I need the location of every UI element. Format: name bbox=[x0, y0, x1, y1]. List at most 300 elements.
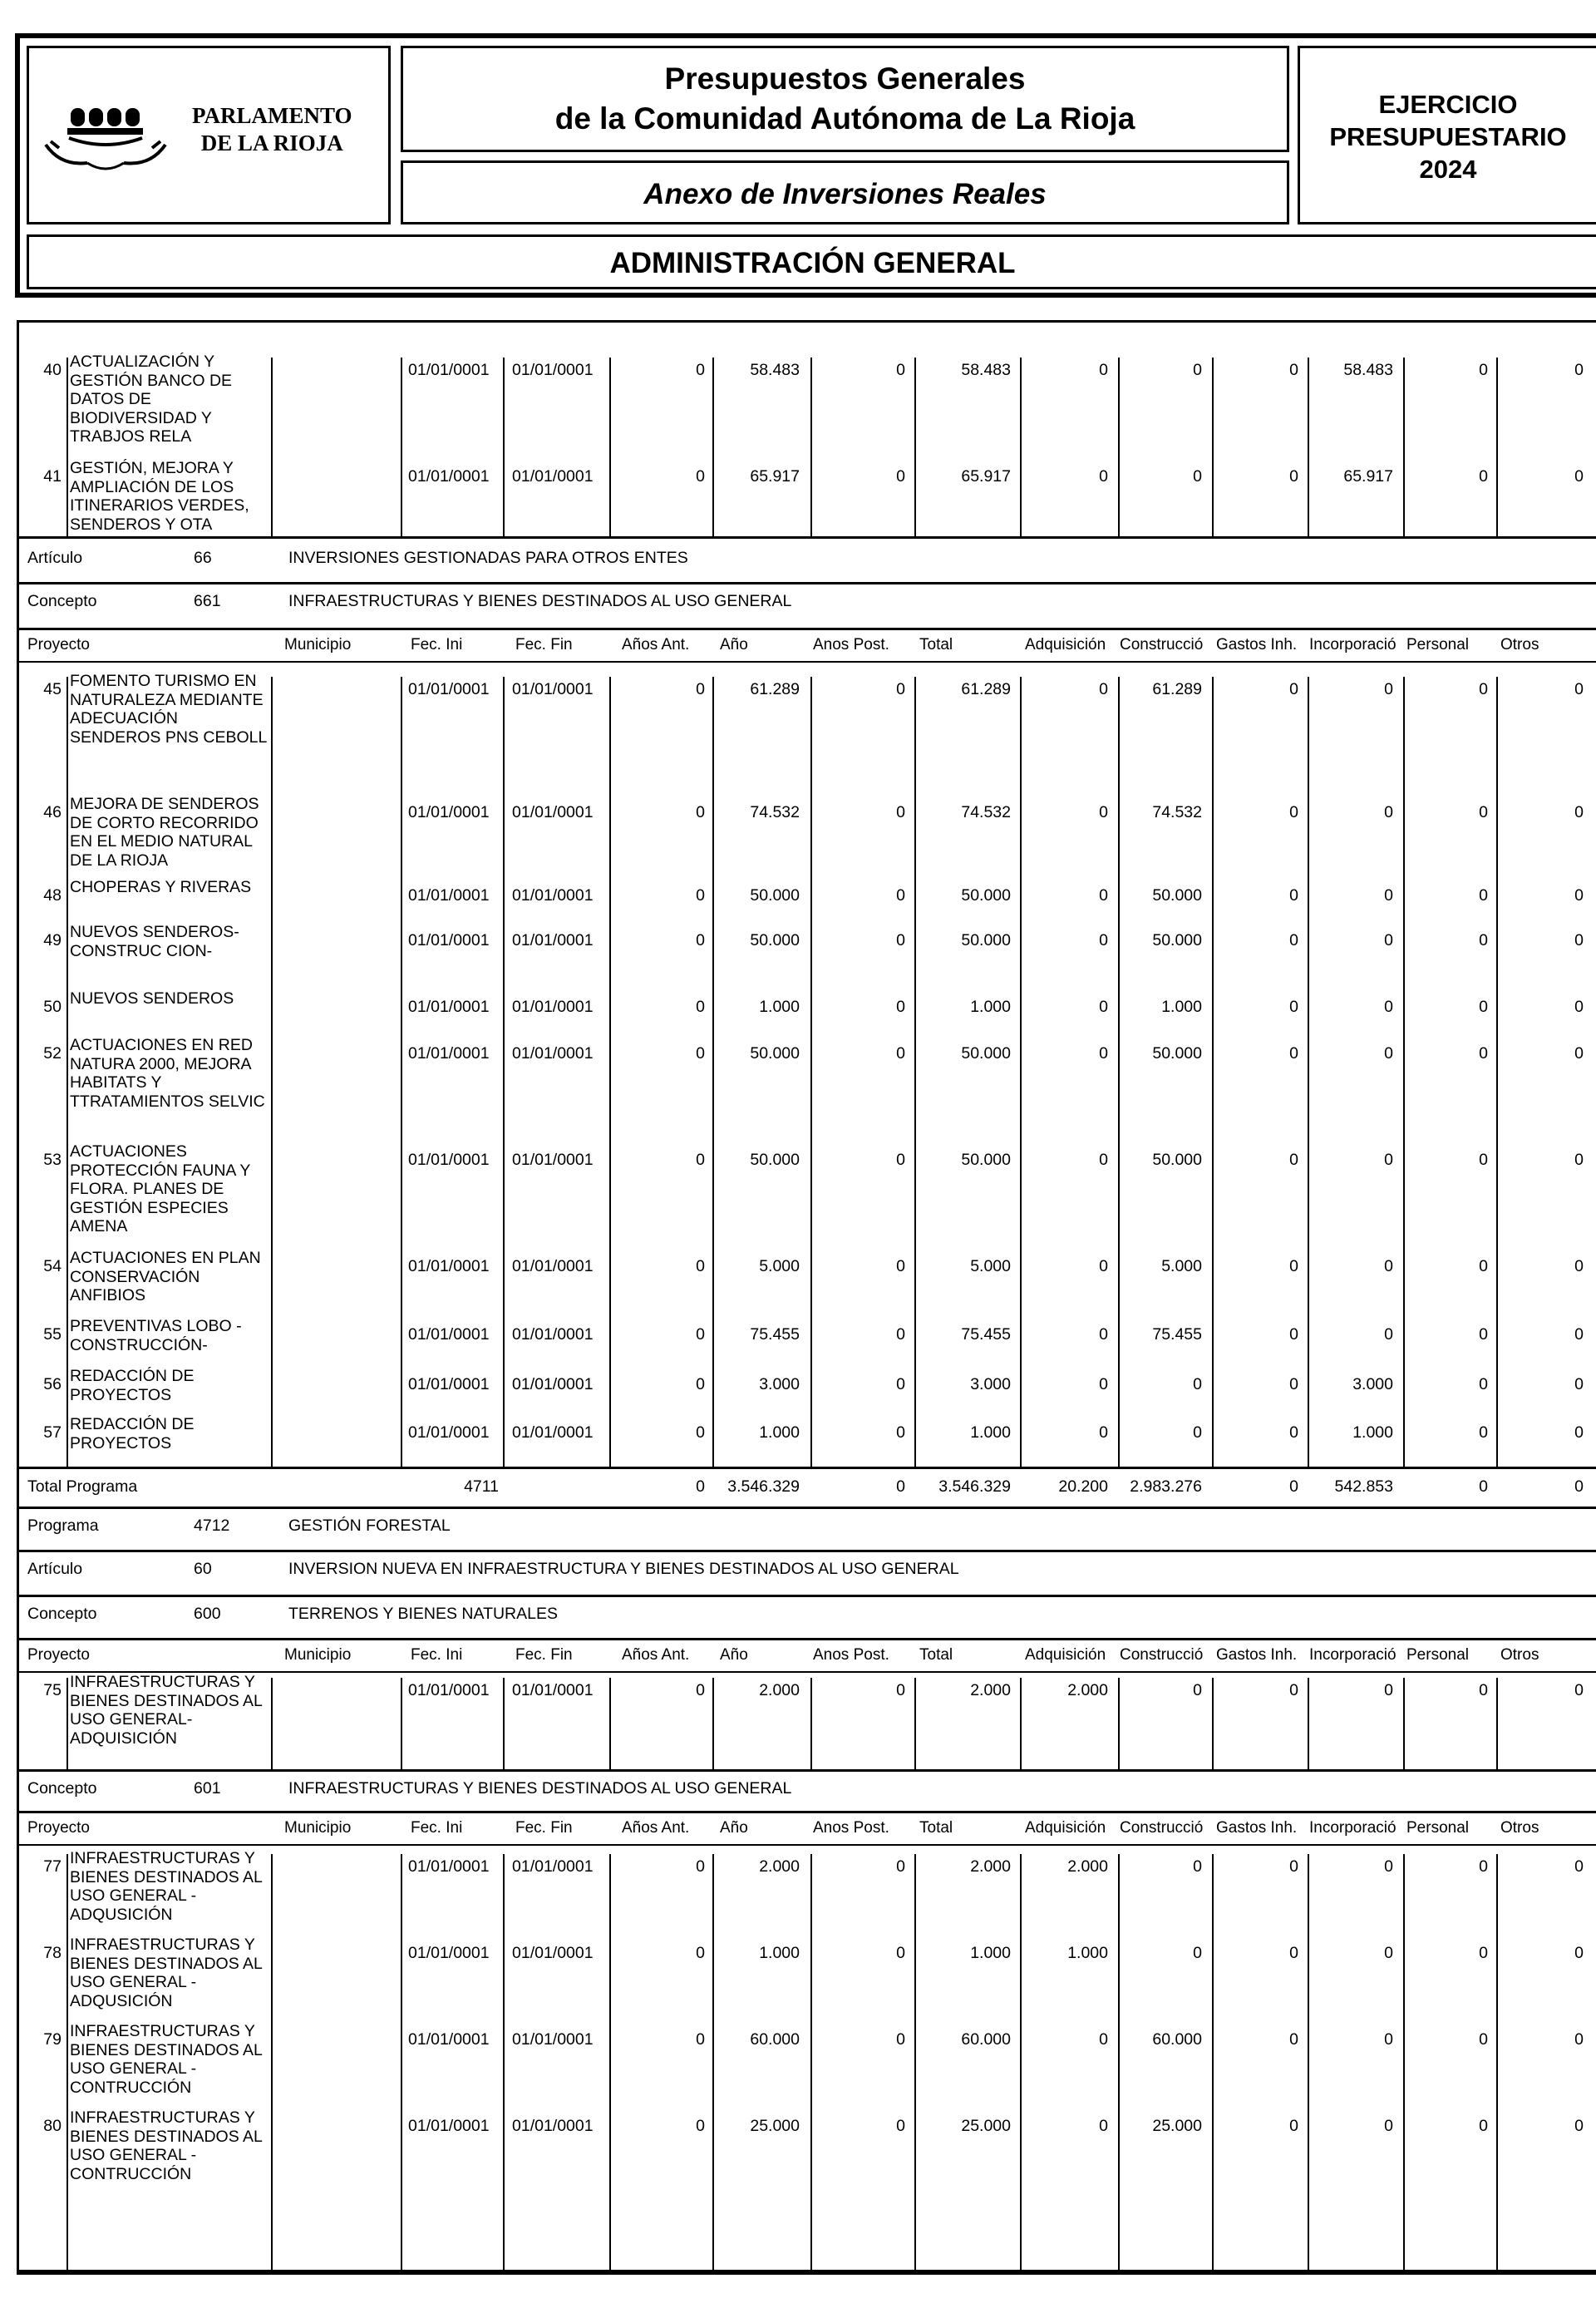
amount-cell: 0 bbox=[1479, 2117, 1488, 2135]
amount-cell: 58.483 bbox=[1343, 361, 1393, 379]
concepto-bottom-line bbox=[17, 628, 1596, 630]
amount-cell: 0 bbox=[1384, 886, 1393, 905]
amount-cell: 0 bbox=[1193, 361, 1202, 379]
column-header: Año bbox=[720, 636, 748, 653]
title-box bbox=[401, 46, 1289, 152]
start-date: 01/01/0001 bbox=[408, 1257, 490, 1275]
amount-cell: 5.000 bbox=[759, 1257, 800, 1275]
project-description: INFRAESTRUCTURAS Y BIENES DESTINADOS AL USO GENERAL - CONTRUCCIÓN bbox=[70, 2022, 263, 2097]
column-divider bbox=[1496, 1854, 1498, 2272]
column-header: Fec. Fin bbox=[515, 636, 573, 653]
amount-cell: 0 bbox=[696, 361, 705, 379]
amount-cell: 0 bbox=[1384, 931, 1393, 949]
end-date: 01/01/0001 bbox=[512, 1423, 594, 1442]
amount-cell: 0 bbox=[1574, 1681, 1584, 1699]
end-date: 01/01/0001 bbox=[512, 1857, 594, 1876]
amount-cell: 0 bbox=[1384, 1325, 1393, 1344]
rows-bottom-line bbox=[17, 1467, 1596, 1469]
amount-cell: 0 bbox=[696, 1944, 705, 1962]
amount-cell: 0 bbox=[1479, 998, 1488, 1016]
amount-cell: 0 bbox=[1289, 1044, 1298, 1063]
concepto-label: Concepto bbox=[27, 592, 97, 610]
column-header: Personal bbox=[1406, 1819, 1469, 1837]
column-divider bbox=[271, 1854, 273, 2272]
start-date: 01/01/0001 bbox=[408, 680, 490, 698]
concepto-label: Concepto bbox=[27, 1779, 97, 1798]
articulo-name: INVERSIONES GESTIONADAS PARA OTROS ENTES bbox=[288, 549, 688, 567]
amount-cell: 0 bbox=[1099, 1423, 1108, 1442]
articulo-name: INVERSION NUEVA EN INFRAESTRUCTURA Y BIENES DESTINADOS AL USO GENERAL bbox=[288, 1560, 959, 1578]
programa-label: Programa bbox=[27, 1516, 99, 1535]
amount-cell: 0 bbox=[1574, 2030, 1584, 2049]
project-description: ACTUACIONES EN PLAN CONSERVACIÓN ANFIBIOS bbox=[70, 1249, 261, 1305]
total-amount: 2.983.276 bbox=[1130, 1477, 1202, 1496]
amount-cell: 0 bbox=[1099, 361, 1108, 379]
column-header: Gastos Inh. bbox=[1216, 1646, 1298, 1664]
project-description: MEJORA DE SENDEROS DE CORTO RECORRIDO EN EL MEDIO NATURAL DE LA RIOJA bbox=[70, 795, 259, 870]
amount-cell: 0 bbox=[696, 1423, 705, 1442]
amount-cell: 0 bbox=[896, 1857, 905, 1876]
column-header: Fec. Fin bbox=[515, 1646, 573, 1664]
total-bottom-line bbox=[17, 1507, 1596, 1509]
start-date: 01/01/0001 bbox=[408, 2030, 490, 2049]
amount-cell: 0 bbox=[1099, 1044, 1108, 1063]
section-box bbox=[27, 234, 1596, 289]
articulo-code: 66 bbox=[194, 549, 212, 567]
amount-cell: 25.000 bbox=[1152, 2117, 1202, 2135]
amount-cell: 50.000 bbox=[750, 931, 800, 949]
section-title: ADMINISTRACIÓN GENERAL bbox=[609, 247, 1016, 279]
amount-cell: 0 bbox=[1289, 680, 1298, 698]
amount-cell: 0 bbox=[896, 1375, 905, 1393]
amount-cell: 0 bbox=[1099, 1257, 1108, 1275]
project-description: REDACCIÓN DE PROYECTOS bbox=[70, 1367, 195, 1404]
amount-cell: 2.000 bbox=[759, 1681, 800, 1699]
column-divider bbox=[1308, 677, 1309, 1467]
column-header: Anos Post. bbox=[813, 1819, 889, 1837]
amount-cell: 3.000 bbox=[970, 1375, 1011, 1393]
column-header: Adquisición bbox=[1025, 636, 1106, 653]
end-date: 01/01/0001 bbox=[512, 1044, 594, 1063]
column-header: Anos Post. bbox=[813, 636, 889, 653]
end-date: 01/01/0001 bbox=[512, 2117, 594, 2135]
total-program-code: 4711 bbox=[464, 1477, 499, 1496]
amount-cell: 0 bbox=[696, 1151, 705, 1169]
amount-cell: 0 bbox=[1574, 1423, 1584, 1442]
row-number: 48 bbox=[43, 886, 62, 905]
amount-cell: 0 bbox=[1574, 803, 1584, 821]
articulo-bottom-line bbox=[17, 582, 1596, 584]
amount-cell: 0 bbox=[1574, 1857, 1584, 1876]
column-header: Proyecto bbox=[27, 1819, 90, 1837]
column-divider bbox=[271, 358, 273, 536]
amount-cell: 0 bbox=[1574, 680, 1584, 698]
year-line-1: EJERCICIO bbox=[1378, 90, 1518, 119]
project-description: ACTUACIONES PROTECCIÓN FAUNA Y FLORA. PLANES DE GESTIÓN ESPECIES AMENA bbox=[70, 1142, 251, 1236]
amount-cell: 0 bbox=[896, 886, 905, 905]
amount-cell: 0 bbox=[1099, 2030, 1108, 2049]
column-divider bbox=[1308, 1854, 1309, 2272]
row-number: 41 bbox=[43, 467, 62, 486]
column-divider bbox=[1020, 677, 1022, 1467]
column-divider bbox=[1403, 1854, 1405, 2272]
amount-cell: 50.000 bbox=[961, 886, 1011, 905]
amount-cell: 58.483 bbox=[961, 361, 1011, 379]
amount-cell: 75.455 bbox=[961, 1325, 1011, 1344]
column-divider bbox=[1212, 1854, 1214, 2272]
column-header: Proyecto bbox=[27, 1646, 90, 1664]
column-divider bbox=[914, 677, 916, 1467]
amount-cell: 74.532 bbox=[750, 803, 800, 821]
amount-cell: 0 bbox=[696, 886, 705, 905]
column-divider bbox=[1403, 358, 1405, 536]
end-date: 01/01/0001 bbox=[512, 998, 594, 1016]
column-divider bbox=[503, 1678, 505, 1769]
amount-cell: 50.000 bbox=[750, 1151, 800, 1169]
amount-cell: 0 bbox=[1479, 803, 1488, 821]
amount-cell: 0 bbox=[896, 467, 905, 486]
end-date: 01/01/0001 bbox=[512, 886, 594, 905]
amount-cell: 0 bbox=[896, 1423, 905, 1442]
start-date: 01/01/0001 bbox=[408, 1944, 490, 1962]
column-header: Construcció bbox=[1120, 1819, 1204, 1837]
year-box bbox=[1298, 46, 1596, 224]
amount-cell: 0 bbox=[696, 1375, 705, 1393]
amount-cell: 3.000 bbox=[759, 1375, 800, 1393]
end-date: 01/01/0001 bbox=[512, 1375, 594, 1393]
column-divider bbox=[1118, 1854, 1120, 2272]
start-date: 01/01/0001 bbox=[408, 1857, 490, 1876]
amount-cell: 0 bbox=[1099, 1151, 1108, 1169]
amount-cell: 65.917 bbox=[750, 467, 800, 486]
amount-cell: 0 bbox=[1384, 803, 1393, 821]
row-number: 45 bbox=[43, 680, 62, 698]
row-number: 75 bbox=[43, 1681, 62, 1699]
concepto-code: 661 bbox=[194, 592, 221, 610]
amount-cell: 1.000 bbox=[1067, 1944, 1108, 1962]
amount-cell: 1.000 bbox=[1161, 998, 1202, 1016]
amount-cell: 0 bbox=[1479, 886, 1488, 905]
end-date: 01/01/0001 bbox=[512, 680, 594, 698]
row-number: 53 bbox=[43, 1151, 62, 1169]
row-number: 52 bbox=[43, 1044, 62, 1063]
amount-cell: 1.000 bbox=[970, 1944, 1011, 1962]
amount-cell: 0 bbox=[696, 1044, 705, 1063]
amount-cell: 0 bbox=[1574, 1375, 1584, 1393]
column-divider bbox=[914, 358, 916, 536]
end-date: 01/01/0001 bbox=[512, 1944, 594, 1962]
column-header: Construcció bbox=[1120, 636, 1204, 653]
end-date: 01/01/0001 bbox=[512, 1681, 594, 1699]
column-divider bbox=[1020, 358, 1022, 536]
concepto-name: INFRAESTRUCTURAS Y BIENES DESTINADOS AL USO GENERAL bbox=[288, 592, 792, 610]
column-header: Total bbox=[919, 1819, 953, 1837]
articulo-label: Artículo bbox=[27, 549, 83, 567]
rows-bottom-line bbox=[17, 1769, 1596, 1772]
amount-cell: 0 bbox=[1289, 1857, 1298, 1876]
end-date: 01/01/0001 bbox=[512, 803, 594, 821]
project-description: GESTIÓN, MEJORA Y AMPLIACIÓN DE LOS ITINERARIOS VERDES, SENDEROS Y OTA bbox=[70, 459, 249, 534]
column-divider bbox=[271, 1678, 273, 1769]
column-header: Anos Post. bbox=[813, 1646, 889, 1664]
amount-cell: 0 bbox=[896, 1944, 905, 1962]
row-number: 49 bbox=[43, 931, 62, 949]
amount-cell: 60.000 bbox=[961, 2030, 1011, 2049]
parliament-logo-icon bbox=[36, 83, 194, 183]
column-divider bbox=[503, 358, 505, 536]
year-line-3: 2024 bbox=[1419, 155, 1477, 184]
column-divider bbox=[1496, 677, 1498, 1467]
row-number: 40 bbox=[43, 361, 62, 379]
total-amount: 0 bbox=[1289, 1477, 1298, 1496]
amount-cell: 0 bbox=[1479, 1857, 1488, 1876]
amount-cell: 0 bbox=[1479, 2030, 1488, 2049]
amount-cell: 0 bbox=[1574, 886, 1584, 905]
column-header: Fec. Fin bbox=[515, 1819, 573, 1837]
project-description: INFRAESTRUCTURAS Y BIENES DESTINADOS AL USO GENERAL - ADQUSICIÓN bbox=[70, 1936, 263, 2010]
amount-cell: 0 bbox=[896, 1151, 905, 1169]
amount-cell: 0 bbox=[1384, 1044, 1393, 1063]
column-header: Municipio bbox=[284, 1819, 352, 1837]
amount-cell: 0 bbox=[1099, 1325, 1108, 1344]
amount-cell: 50.000 bbox=[1152, 1044, 1202, 1063]
project-description: INFRAESTRUCTURAS Y BIENES DESTINADOS AL USO GENERAL - CONTRUCCIÓN bbox=[70, 2108, 263, 2183]
rows-bottom-line bbox=[17, 2272, 1596, 2275]
amount-cell: 0 bbox=[896, 931, 905, 949]
articulo-bottom-line bbox=[17, 1595, 1596, 1597]
amount-cell: 5.000 bbox=[1161, 1257, 1202, 1275]
year-line-2: PRESUPUESTARIO bbox=[1329, 122, 1567, 151]
amount-cell: 0 bbox=[1099, 680, 1108, 698]
amount-cell: 0 bbox=[1099, 998, 1108, 1016]
start-date: 01/01/0001 bbox=[408, 1151, 490, 1169]
column-header: Municipio bbox=[284, 636, 352, 653]
concepto-label: Concepto bbox=[27, 1605, 97, 1623]
column-header: Fec. Ini bbox=[411, 1819, 463, 1837]
amount-cell: 0 bbox=[1289, 803, 1298, 821]
programa-name: GESTIÓN FORESTAL bbox=[288, 1516, 451, 1535]
column-divider bbox=[712, 677, 714, 1467]
column-header: Adquisición bbox=[1025, 1819, 1106, 1837]
amount-cell: 50.000 bbox=[961, 1151, 1011, 1169]
amount-cell: 1.000 bbox=[759, 1423, 800, 1442]
amount-cell: 65.917 bbox=[961, 467, 1011, 486]
start-date: 01/01/0001 bbox=[408, 361, 490, 379]
project-description: REDACCIÓN DE PROYECTOS bbox=[70, 1415, 195, 1452]
end-date: 01/01/0001 bbox=[512, 1325, 594, 1344]
start-date: 01/01/0001 bbox=[408, 1681, 490, 1699]
column-header: Incorporació bbox=[1309, 1819, 1396, 1837]
amount-cell: 58.483 bbox=[750, 361, 800, 379]
amount-cell: 2.000 bbox=[759, 1857, 800, 1876]
start-date: 01/01/0001 bbox=[408, 998, 490, 1016]
column-divider bbox=[609, 358, 611, 536]
column-header: Incorporació bbox=[1309, 1646, 1396, 1664]
amount-cell: 0 bbox=[1193, 1857, 1202, 1876]
amount-cell: 0 bbox=[896, 361, 905, 379]
row-number: 54 bbox=[43, 1257, 62, 1275]
end-date: 01/01/0001 bbox=[512, 1151, 594, 1169]
concepto-name: INFRAESTRUCTURAS Y BIENES DESTINADOS AL USO GENERAL bbox=[288, 1779, 792, 1798]
column-divider bbox=[401, 358, 402, 536]
amount-cell: 0 bbox=[1193, 467, 1202, 486]
amount-cell: 0 bbox=[1099, 886, 1108, 905]
amount-cell: 0 bbox=[896, 1044, 905, 1063]
column-header: Año bbox=[720, 1819, 748, 1837]
title-line-2: de la Comunidad Autónoma de La Rioja bbox=[554, 101, 1135, 136]
column-divider bbox=[712, 358, 714, 536]
amount-cell: 0 bbox=[1099, 931, 1108, 949]
total-amount: 0 bbox=[896, 1477, 905, 1496]
start-date: 01/01/0001 bbox=[408, 886, 490, 905]
row-number: 46 bbox=[43, 803, 62, 821]
annex-box bbox=[401, 160, 1289, 224]
amount-cell: 0 bbox=[1384, 998, 1393, 1016]
amount-cell: 25.000 bbox=[750, 2117, 800, 2135]
programa-code: 4712 bbox=[194, 1516, 230, 1535]
column-divider bbox=[1212, 677, 1214, 1467]
amount-cell: 1.000 bbox=[759, 1944, 800, 1962]
annex-title: Anexo de Inversiones Reales bbox=[643, 178, 1047, 210]
column-divider bbox=[401, 1854, 402, 2272]
amount-cell: 0 bbox=[1099, 803, 1108, 821]
amount-cell: 0 bbox=[1193, 1375, 1202, 1393]
amount-cell: 0 bbox=[1479, 1257, 1488, 1275]
amount-cell: 0 bbox=[1289, 886, 1298, 905]
amount-cell: 0 bbox=[1479, 1044, 1488, 1063]
row-number: 50 bbox=[43, 998, 62, 1016]
amount-cell: 0 bbox=[1574, 1325, 1584, 1344]
concepto-code: 600 bbox=[194, 1605, 221, 1623]
total-amount: 542.853 bbox=[1334, 1477, 1393, 1496]
amount-cell: 0 bbox=[1479, 1423, 1488, 1442]
column-divider bbox=[401, 677, 402, 1467]
amount-cell: 0 bbox=[1289, 1151, 1298, 1169]
column-header: Personal bbox=[1406, 1646, 1469, 1664]
column-header: Otros bbox=[1500, 1646, 1539, 1664]
amount-cell: 0 bbox=[1479, 931, 1488, 949]
amount-cell: 61.289 bbox=[961, 680, 1011, 698]
amount-cell: 0 bbox=[696, 2030, 705, 2049]
amount-cell: 0 bbox=[896, 2117, 905, 2135]
start-date: 01/01/0001 bbox=[408, 931, 490, 949]
column-divider bbox=[503, 1854, 505, 2272]
amount-cell: 0 bbox=[1384, 2117, 1393, 2135]
total-amount: 3.546.329 bbox=[938, 1477, 1011, 1496]
column-header: Total bbox=[919, 1646, 953, 1664]
amount-cell: 0 bbox=[1289, 1681, 1298, 1699]
column-divider bbox=[810, 1854, 812, 2272]
amount-cell: 0 bbox=[1479, 1325, 1488, 1344]
column-header: Otros bbox=[1500, 1819, 1539, 1837]
amount-cell: 75.455 bbox=[1152, 1325, 1202, 1344]
row-number: 56 bbox=[43, 1375, 62, 1393]
amount-cell: 50.000 bbox=[1152, 886, 1202, 905]
start-date: 01/01/0001 bbox=[408, 467, 490, 486]
project-description: ACTUACIONES EN RED NATURA 2000, MEJORA HABITATS Y TTRATAMIENTOS SELVIC bbox=[70, 1036, 265, 1111]
amount-cell: 0 bbox=[1384, 2030, 1393, 2049]
amount-cell: 0 bbox=[696, 680, 705, 698]
amount-cell: 0 bbox=[1289, 1944, 1298, 1962]
column-divider bbox=[810, 677, 812, 1467]
column-divider bbox=[609, 677, 611, 1467]
total-label: Total Programa bbox=[27, 1477, 138, 1496]
column-divider bbox=[66, 1854, 68, 2272]
start-date: 01/01/0001 bbox=[408, 1423, 490, 1442]
column-divider bbox=[66, 677, 68, 1467]
amount-cell: 0 bbox=[1289, 1257, 1298, 1275]
total-amount: 0 bbox=[696, 1477, 705, 1496]
logo-text bbox=[192, 102, 352, 157]
column-header: Adquisición bbox=[1025, 1646, 1106, 1664]
amount-cell: 60.000 bbox=[1152, 2030, 1202, 2049]
row-number: 78 bbox=[43, 1944, 62, 1962]
column-divider bbox=[1212, 358, 1214, 536]
start-date: 01/01/0001 bbox=[408, 803, 490, 821]
row-number: 57 bbox=[43, 1423, 62, 1442]
articulo-code: 60 bbox=[194, 1560, 212, 1578]
total-amount: 20.200 bbox=[1058, 1477, 1108, 1496]
amount-cell: 0 bbox=[696, 2117, 705, 2135]
column-header: Años Ant. bbox=[622, 636, 690, 653]
amount-cell: 0 bbox=[696, 1325, 705, 1344]
amount-cell: 0 bbox=[1193, 1944, 1202, 1962]
amount-cell: 0 bbox=[1289, 467, 1298, 486]
amount-cell: 5.000 bbox=[970, 1257, 1011, 1275]
amount-cell: 0 bbox=[1384, 1151, 1393, 1169]
amount-cell: 50.000 bbox=[961, 931, 1011, 949]
amount-cell: 0 bbox=[696, 998, 705, 1016]
start-date: 01/01/0001 bbox=[408, 1325, 490, 1344]
amount-cell: 0 bbox=[1193, 1681, 1202, 1699]
end-date: 01/01/0001 bbox=[512, 467, 594, 486]
project-description: INFRAESTRUCTURAS Y BIENES DESTINADOS AL USO GENERAL-ADQUISICIÓN bbox=[70, 1673, 263, 1748]
column-divider bbox=[914, 1854, 916, 2272]
concepto-bottom-line bbox=[17, 1811, 1596, 1813]
row-number: 77 bbox=[43, 1857, 62, 1876]
total-amount: 0 bbox=[1574, 1477, 1584, 1496]
column-divider bbox=[66, 358, 68, 536]
amount-cell: 0 bbox=[1384, 1681, 1393, 1699]
amount-cell: 0 bbox=[896, 1681, 905, 1699]
amount-cell: 61.289 bbox=[750, 680, 800, 698]
total-amount: 3.546.329 bbox=[727, 1477, 800, 1496]
end-date: 01/01/0001 bbox=[512, 1257, 594, 1275]
amount-cell: 0 bbox=[1289, 1375, 1298, 1393]
column-header: Gastos Inh. bbox=[1216, 1819, 1298, 1837]
amount-cell: 2.000 bbox=[970, 1857, 1011, 1876]
concepto-name: TERRENOS Y BIENES NATURALES bbox=[288, 1605, 559, 1623]
start-date: 01/01/0001 bbox=[408, 1375, 490, 1393]
amount-cell: 50.000 bbox=[1152, 931, 1202, 949]
amount-cell: 1.000 bbox=[1352, 1423, 1393, 1442]
project-description: NUEVOS SENDEROS bbox=[70, 989, 234, 1008]
total-amount: 0 bbox=[1479, 1477, 1488, 1496]
amount-cell: 0 bbox=[896, 680, 905, 698]
column-header: Gastos Inh. bbox=[1216, 636, 1298, 653]
column-divider bbox=[1118, 677, 1120, 1467]
start-date: 01/01/0001 bbox=[408, 1044, 490, 1063]
column-header: Años Ant. bbox=[622, 1819, 690, 1837]
column-divider bbox=[810, 358, 812, 536]
concepto-code: 601 bbox=[194, 1779, 221, 1798]
end-date: 01/01/0001 bbox=[512, 931, 594, 949]
amount-cell: 0 bbox=[696, 1257, 705, 1275]
column-divider bbox=[1403, 677, 1405, 1467]
amount-cell: 0 bbox=[1574, 1944, 1584, 1962]
column-divider bbox=[66, 1678, 68, 1769]
amount-cell: 74.532 bbox=[961, 803, 1011, 821]
